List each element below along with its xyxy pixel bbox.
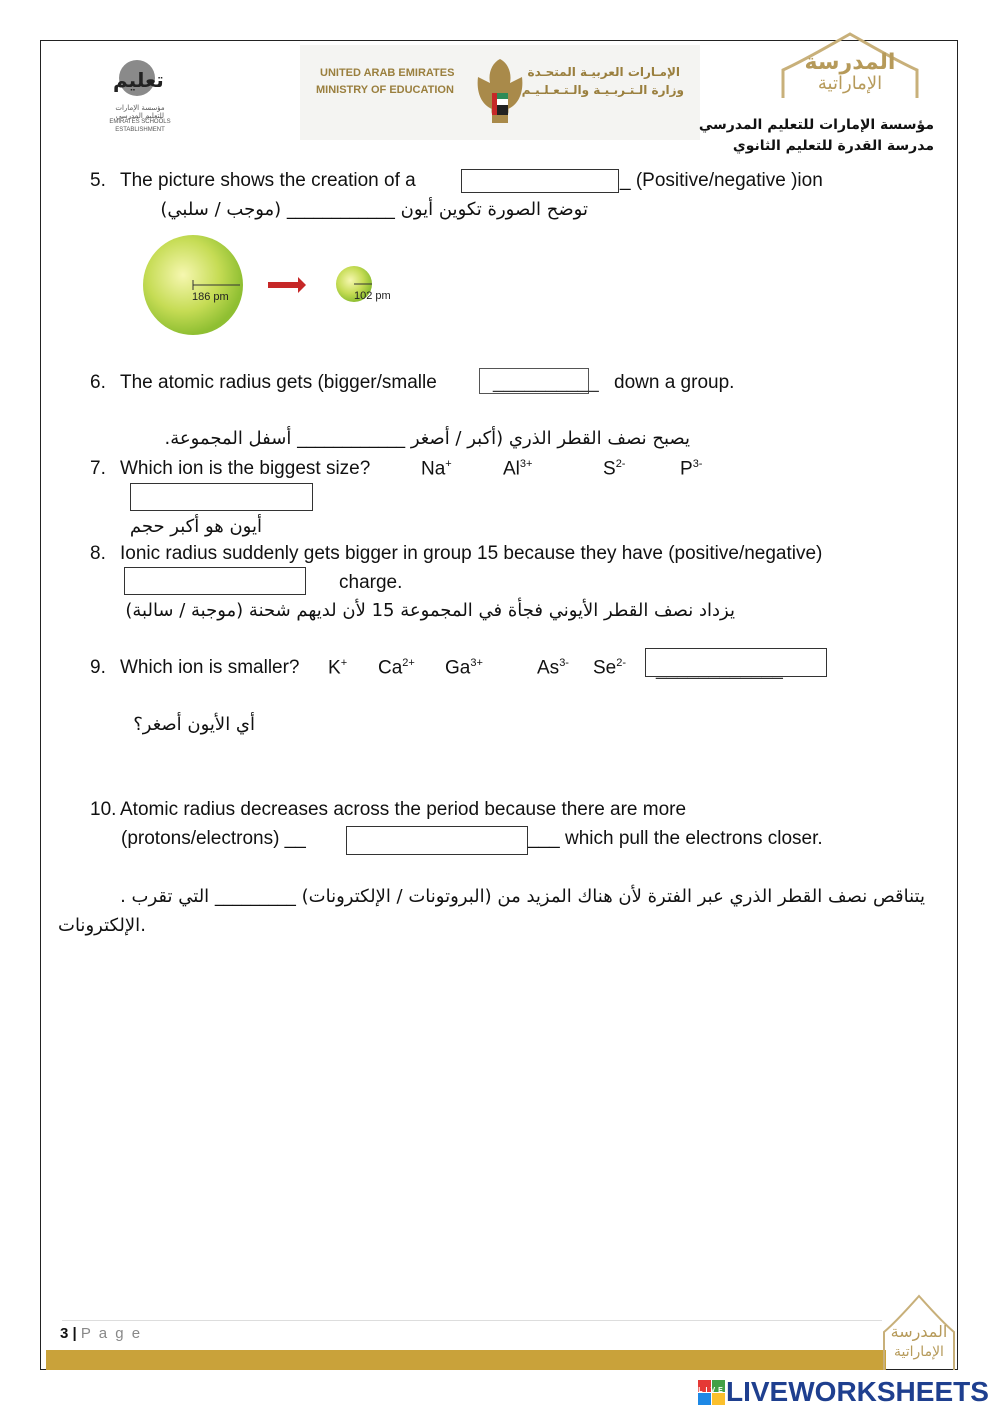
q5-number: 5.: [90, 170, 106, 191]
q7-prompt: [90, 458, 370, 480]
q5-prompt: [90, 170, 416, 192]
q10-line2-before: (protons/electrons) __: [121, 828, 306, 849]
q8-answer-input[interactable]: [124, 567, 306, 595]
q5-arabic: توضح الصورة تكوين أيون ____________ (موجب / سلبي): [160, 199, 588, 220]
q8-number: 8.: [90, 543, 106, 564]
q8-text: Ionic radius suddenly gets bigger in group 15 because they have (positive/negative): [120, 543, 823, 564]
q8-arabic: يزداد نصف القطر الأيوني فجأة في المجموعة 15 لأن لديهم شحنة (موجبة / سالبة): [125, 600, 735, 621]
org-name-line1: مؤسسة الإمارات للتعليم المدرسي: [698, 117, 934, 133]
q9-number: 9.: [90, 657, 106, 678]
q10-number: 10.: [90, 799, 117, 820]
ministry-ar-line2: وزارة الـتـربـيـة والـتـعـلـيـم: [521, 83, 684, 97]
q6-prompt: [90, 372, 437, 394]
q5-answer-input[interactable]: [461, 169, 619, 193]
q5-text-after: _ (Positive/negative )ion: [620, 170, 823, 191]
q6-text-before: The atomic radius gets (bigger/smalle: [120, 372, 437, 393]
ministry-en-line2: MINISTRY OF EDUCATION: [316, 84, 454, 96]
q7-ion-1: Na+: [421, 458, 452, 480]
q8-prompt: [90, 543, 822, 565]
q7-text: Which ion is the biggest size?: [120, 458, 371, 479]
footer-logo-line1: المدرسة: [890, 1322, 948, 1341]
school-name-line2: مدرسة القدرة للتعليم الثانوي: [732, 138, 934, 154]
q10-line2-after: ___ which pull the electrons closer.: [528, 828, 823, 849]
uae-eagle-emblem-icon: [472, 53, 528, 133]
ministry-ar-line1: الإمـارات العربيـة المتحـدة: [527, 65, 680, 79]
q7-ion-4: $P^{3-}$: [680, 458, 703, 480]
q10-arabic-line2: الإلكترونات.: [58, 915, 146, 936]
ministry-banner: [300, 45, 700, 140]
q10-prompt: [90, 799, 686, 821]
q10-arabic-line1: يتناقص نصف القطر الذري عبر الفترة لأن هناك المزيد من (البروتونات / الإلكترونات) _________ التي تقرب .: [120, 886, 925, 907]
q7-ion-3: $S^{2-}$: [603, 458, 626, 480]
q6-text-after: down a group.: [614, 372, 735, 393]
ion-size-figure: [140, 233, 410, 338]
q9-ion-2: $Ca^{2+}$: [378, 657, 415, 679]
q6-arabic: يصبح نصف القطر الذري (أكبر / أصغر ____________ أسفل المجموعة.: [164, 428, 690, 449]
arrow-right-icon: [268, 277, 306, 293]
q9-prompt: [90, 657, 300, 679]
q8-text-after: charge.: [339, 572, 403, 593]
q9-ion-4: $As^{3-}$: [537, 657, 569, 679]
q6-blank: __________: [493, 372, 599, 393]
logo-caption-ar: مؤسسة الإمارات للتعليم المدرسي: [115, 104, 165, 120]
q9-blank: ____________: [656, 659, 783, 680]
q9-text: Which ion is smaller?: [120, 657, 300, 678]
q9-ion-1: K+: [328, 657, 348, 679]
logo-script: تعليم: [113, 68, 164, 92]
q6-number: 6.: [90, 372, 106, 393]
ministry-en-line1: UNITED ARAB EMIRATES: [320, 67, 455, 79]
footer-gold-bar: [46, 1350, 886, 1370]
q7-arabic: أيون هو أكبر حجم: [129, 516, 262, 537]
q9-ion-5: $Se^{2-}$: [593, 657, 627, 679]
footer-logo-line2: الإماراتية: [894, 1344, 944, 1360]
logo-line2: الإماراتية: [817, 73, 883, 94]
q10-answer-input[interactable]: [346, 826, 528, 855]
q9-ion-3: $Ga^{3+}$: [445, 657, 483, 679]
liveworksheets-brand[interactable]: LIVEWORKSHEETS: [726, 1376, 989, 1407]
large-radius-label: 186 pm: [192, 291, 229, 303]
q10-line1: Atomic radius decreases across the period because there are more: [120, 799, 687, 820]
liveworksheets-logo-icon: LIVE: [698, 1380, 726, 1406]
footer-divider: [62, 1320, 882, 1321]
small-radius-label: 102 pm: [354, 290, 391, 302]
emirati-school-logo: [775, 30, 925, 100]
page-number: 3 | P a g e: [60, 1325, 143, 1342]
footer-school-logo: [880, 1292, 958, 1372]
emirates-schools-logo: [105, 60, 175, 140]
q5-text-before: The picture shows the creation of a: [120, 170, 416, 191]
q7-answer-input[interactable]: [130, 483, 313, 511]
q9-arabic: أي الأيون أصغر؟: [133, 714, 255, 735]
logo-caption-en: EMIRATES SCHOOLS ESTABLISHMENT: [109, 119, 171, 133]
logo-line1: المدرسة: [804, 50, 896, 75]
q7-ion-2: $Al^{3+}$: [503, 458, 533, 480]
q7-number: 7.: [90, 458, 106, 479]
